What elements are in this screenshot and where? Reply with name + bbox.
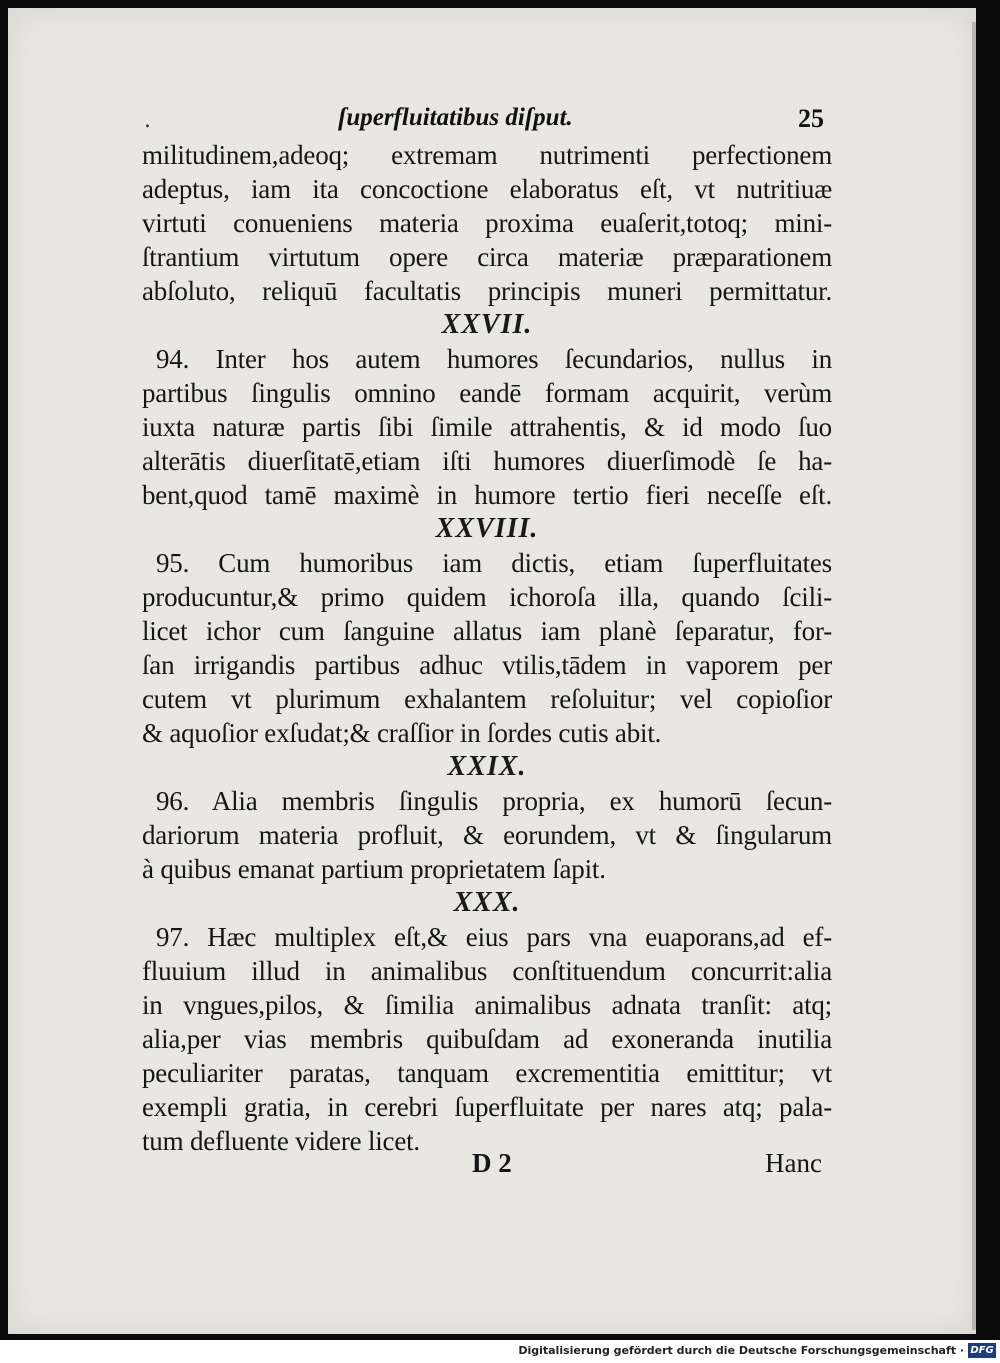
body-line: militudinem,adeoq; extremam nutrimenti perfectionem <box>142 140 832 170</box>
body-line: abſoluto, reliquū facultatis principis muneri permittatur. <box>142 276 832 306</box>
body-line: ſan irrigandis partibus adhuc vtilis,tādem in vaporem per <box>142 650 832 680</box>
section-heading: XXVII. <box>441 309 533 340</box>
running-head-dot: . <box>144 108 151 133</box>
dfg-logo: DFG <box>968 1343 996 1358</box>
body-line: producuntur,& primo quidem ichoroſa illa, quando ſcili- <box>142 582 832 612</box>
body-line: 97. Hæc multiplex eſt,& eius pars vna euaporans,ad ef- <box>156 922 832 952</box>
body-line: à quibus emanat partium proprietatem ſapit. <box>142 854 606 884</box>
body-line: peculiariter paratas, tanquam excrementitia emittitur; vt <box>142 1058 832 1088</box>
body-line: alterātis diuerſitatē,etiam iſti humores diuerſimodè ſe ha- <box>142 446 832 476</box>
body-line: 95. Cum humoribus iam dictis, etiam ſuperfluitates <box>156 548 832 578</box>
body-line: bent,quod tamē maximè in humore tertio fieri neceſſe eſt. <box>142 480 832 510</box>
body-line: exempli gratia, in cerebri ſuperfluitate per nares atq; pala- <box>142 1092 832 1122</box>
body-line: cutem vt plurimum exhalantem reſoluitur; vel copioſior <box>142 684 832 714</box>
body-line: partibus ſingulis omnino eandē formam acquirit, verùm <box>142 378 832 408</box>
body-line: fluuium illud in animalibus conſtituendum concurrit:alia <box>142 956 832 986</box>
catchword: Hanc <box>765 1148 822 1178</box>
body-line: & aquoſior exſudat;& craſſior in ſordes cutis abit. <box>142 718 662 748</box>
running-head-title: ſuperfluitatibus diſput. <box>338 104 573 131</box>
body-line: adeptus, iam ita concoctione elaboratus eſt, vt nutritiuæ <box>142 174 832 204</box>
body-line: 94. Inter hos autem humores ſecundarios, nullus in <box>156 344 832 374</box>
body-line: ſtrantium virtutum opere circa materiæ præparationem <box>142 242 832 272</box>
body-line: iuxta naturæ partis ſibi ſimile attrahentis, & id modo ſuo <box>142 412 832 442</box>
body-line: tum defluente videre licet. <box>142 1126 420 1156</box>
footer-bar <box>0 1340 1000 1363</box>
signature-mark: D 2 <box>472 1148 512 1178</box>
section-heading: XXIX. <box>447 751 527 782</box>
body-line: virtuti conueniens materia proxima euaſerit,totoq; mini- <box>142 208 832 238</box>
book-page <box>8 8 976 1334</box>
section-heading: XXVIII. <box>435 513 539 544</box>
section-heading: XXX. <box>453 887 521 918</box>
body-line: 96. Alia membris ſingulis propria, ex humorū ſecun- <box>156 786 832 816</box>
body-line: dariorum materia profluit, & eorundem, vt & ſingularum <box>142 820 832 850</box>
catch-row <box>142 1148 832 1188</box>
page-edge <box>972 22 976 1330</box>
body-line: in vngues,pilos, & ſimilia animalibus adnata tranſit: atq; <box>142 990 832 1020</box>
body-line: alia,per vias membris quibuſdam ad exoneranda inutilia <box>142 1024 832 1054</box>
page-number: 25 <box>798 104 824 133</box>
body-line: licet ichor cum ſanguine allatus iam planè ſeparatur, for- <box>142 616 832 646</box>
funding-credit: Digitalisierung gefördert durch die Deutsche Forschungsgemeinschaft · <box>518 1344 964 1357</box>
text-block <box>142 138 832 1158</box>
